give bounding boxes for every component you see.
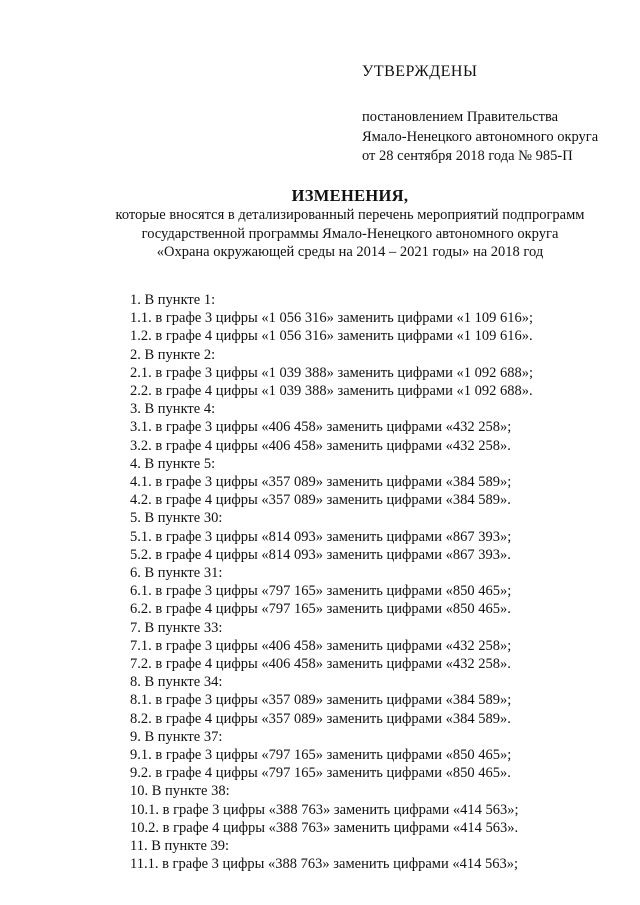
list-item: 11. В пункте 39:: [130, 838, 230, 855]
document-heading: [40, 186, 640, 262]
document-subtitle-line: «Охрана окружающей среды на 2014 – 2021 годы» на 2018 год: [156, 244, 544, 260]
list-item: 5. В пункте 30:: [130, 510, 223, 527]
list-item: 4. В пункте 5:: [130, 455, 216, 472]
list-item: 2.1. в графе 3 цифры «1 039 388» заменить цифрами «1 092 688»;: [130, 364, 534, 381]
list-item: 4.1. в графе 3 цифры «357 089» заменить цифрами «384 589»;: [130, 474, 512, 491]
list-item: 3. В пункте 4:: [130, 401, 216, 418]
list-item: 10.2. в графе 4 цифры «388 763» заменить цифрами «414 563».: [130, 819, 519, 836]
document-subtitle-line: которые вносятся в детализированный перечень мероприятий подпрограмм: [115, 207, 585, 223]
list-item: 1.2. в графе 4 цифры «1 056 316» заменить цифрами «1 109 616».: [130, 328, 533, 345]
list-item: 7.1. в графе 3 цифры «406 458» заменить цифрами «432 258»;: [130, 637, 512, 654]
list-item: 2. В пункте 2:: [130, 346, 216, 363]
list-item: 8. В пункте 34:: [130, 674, 223, 691]
list-item: 1. В пункте 1:: [130, 292, 216, 308]
approval-line: постановлением Правительства: [362, 109, 559, 125]
list-item: 1.1. в графе 3 цифры «1 056 316» заменить цифрами «1 109 616»;: [130, 310, 534, 327]
approval-block: [362, 62, 632, 167]
approval-line: Ямало-Ненецкого автономного округа: [362, 128, 599, 145]
approval-line: от 28 сентября 2018 года № 985-П: [362, 148, 573, 164]
list-item: 11.1. в графе 3 цифры «388 763» заменить цифрами «414 563»;: [130, 856, 518, 873]
list-item: 6.1. в графе 3 цифры «797 165» заменить цифрами «850 465»;: [130, 583, 512, 600]
list-item: 10.1. в графе 3 цифры «388 763» заменить цифрами «414 563»;: [130, 801, 519, 818]
list-item: 6. В пункте 31:: [130, 565, 223, 582]
list-item: 9.2. в графе 4 цифры «797 165» заменить цифрами «850 465».: [130, 765, 511, 782]
list-item: 3.1. в графе 3 цифры «406 458» заменить цифрами «432 258»;: [130, 419, 512, 436]
list-item: 9. В пункте 37:: [130, 728, 223, 745]
list-item: 7. В пункте 33:: [130, 619, 223, 636]
list-item: 2.2. в графе 4 цифры «1 039 388» заменить цифрами «1 092 688».: [130, 383, 533, 400]
list-item: 9.1. в графе 3 цифры «797 165» заменить цифрами «850 465»;: [130, 747, 512, 764]
document-subtitle-line: государственной программы Ямало-Ненецкого автономного округа: [141, 225, 559, 242]
list-item: 5.1. в графе 3 цифры «814 093» заменить цифрами «867 393»;: [130, 528, 512, 545]
list-item: 6.2. в графе 4 цифры «797 165» заменить цифрами «850 465».: [130, 601, 511, 618]
list-item: 4.2. в графе 4 цифры «357 089» заменить цифрами «384 589».: [130, 492, 511, 509]
list-item: 3.2. в графе 4 цифры «406 458» заменить цифрами «432 258».: [130, 437, 511, 454]
list-item: 8.1. в графе 3 цифры «357 089» заменить цифрами «384 589»;: [130, 692, 512, 709]
list-item: 5.2. в графе 4 цифры «814 093» заменить цифрами «867 393».: [130, 546, 511, 563]
list-item: 7.2. в графе 4 цифры «406 458» заменить цифрами «432 258».: [130, 656, 511, 673]
approval-title: УТВЕРЖДЕНЫ: [362, 63, 478, 80]
list-item: 10. В пункте 38:: [130, 783, 230, 800]
list-item: 8.2. в графе 4 цифры «357 089» заменить цифрами «384 589».: [130, 710, 511, 727]
changes-list: [130, 291, 630, 874]
document-title: ИЗМЕНЕНИЯ,: [291, 186, 409, 205]
